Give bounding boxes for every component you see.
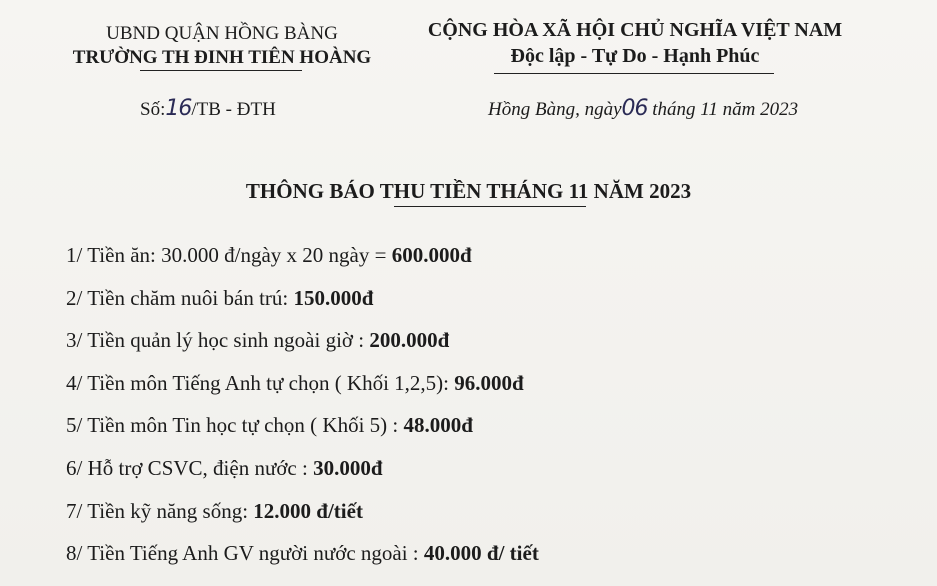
country-name: CỘNG HÒA XÃ HỘI CHỦ NGHĨA VIỆT NAM (427, 19, 843, 41)
motto-underline (494, 73, 774, 74)
national-motto (410, 17, 860, 69)
fee-item (66, 238, 539, 281)
fee-label: 5/ Tiền môn Tin học tự chọn ( Khối 5) : (66, 413, 404, 438)
fee-item (66, 366, 539, 409)
date-line (488, 96, 798, 123)
title-underline (394, 206, 586, 207)
fee-label: 7/ Tiền kỹ năng sống: (66, 498, 254, 523)
agency-underline (140, 70, 302, 71)
issuing-agency (52, 22, 392, 70)
doc-no-prefix: Số: (140, 99, 166, 120)
date-rest: tháng 11 năm 2023 (652, 99, 799, 120)
fee-item (66, 408, 539, 451)
doc-no-handwritten: 16 (165, 96, 192, 121)
notice-title: THÔNG BÁO THU TIỀN THÁNG 11 NĂM 2023 (245, 179, 692, 203)
fee-list (66, 238, 539, 579)
fee-item (66, 536, 539, 579)
document-number (140, 96, 276, 123)
fee-item (66, 451, 539, 494)
fee-label: 1/ Tiền ăn: 30.000 đ/ngày x 20 ngày = (66, 243, 392, 267)
fee-label: 3/ Tiền quản lý học sinh ngoài giờ : (66, 328, 370, 353)
fee-amount: 96.000đ (454, 370, 524, 395)
fee-amount: 600.000đ (391, 243, 472, 267)
motto: Độc lập - Tự Do - Hạnh Phúc (510, 45, 760, 67)
fee-amount: 40.000 đ/ tiết (423, 541, 539, 566)
date-place: Hồng Bàng, ngày (488, 99, 622, 120)
fee-amount: 200.000đ (369, 328, 450, 353)
agency-district: UBND QUẬN HỒNG BÀNG (106, 23, 338, 44)
doc-no-suffix: /TB - ĐTH (191, 99, 276, 120)
date-day-handwritten: 06 (621, 96, 648, 121)
fee-item (66, 281, 539, 324)
fee-label: 2/ Tiền chăm nuôi bán trú: (66, 285, 294, 310)
fee-amount: 30.000đ (313, 455, 383, 480)
fee-item (66, 494, 539, 537)
fee-amount: 12.000 đ/tiết (253, 498, 363, 523)
fee-item (66, 323, 539, 366)
fee-amount: 150.000đ (293, 285, 374, 310)
fee-amount: 48.000đ (403, 413, 473, 438)
agency-school: TRƯỜNG TH ĐINH TIÊN HOÀNG (72, 47, 372, 68)
fee-label: 4/ Tiền môn Tiếng Anh tự chọn ( Khối 1,2,5): (66, 370, 455, 395)
fee-label: 8/ Tiền Tiếng Anh GV người nước ngoài : (66, 541, 424, 566)
fee-label: 6/ Hỗ trợ CSVC, điện nước : (66, 455, 314, 480)
